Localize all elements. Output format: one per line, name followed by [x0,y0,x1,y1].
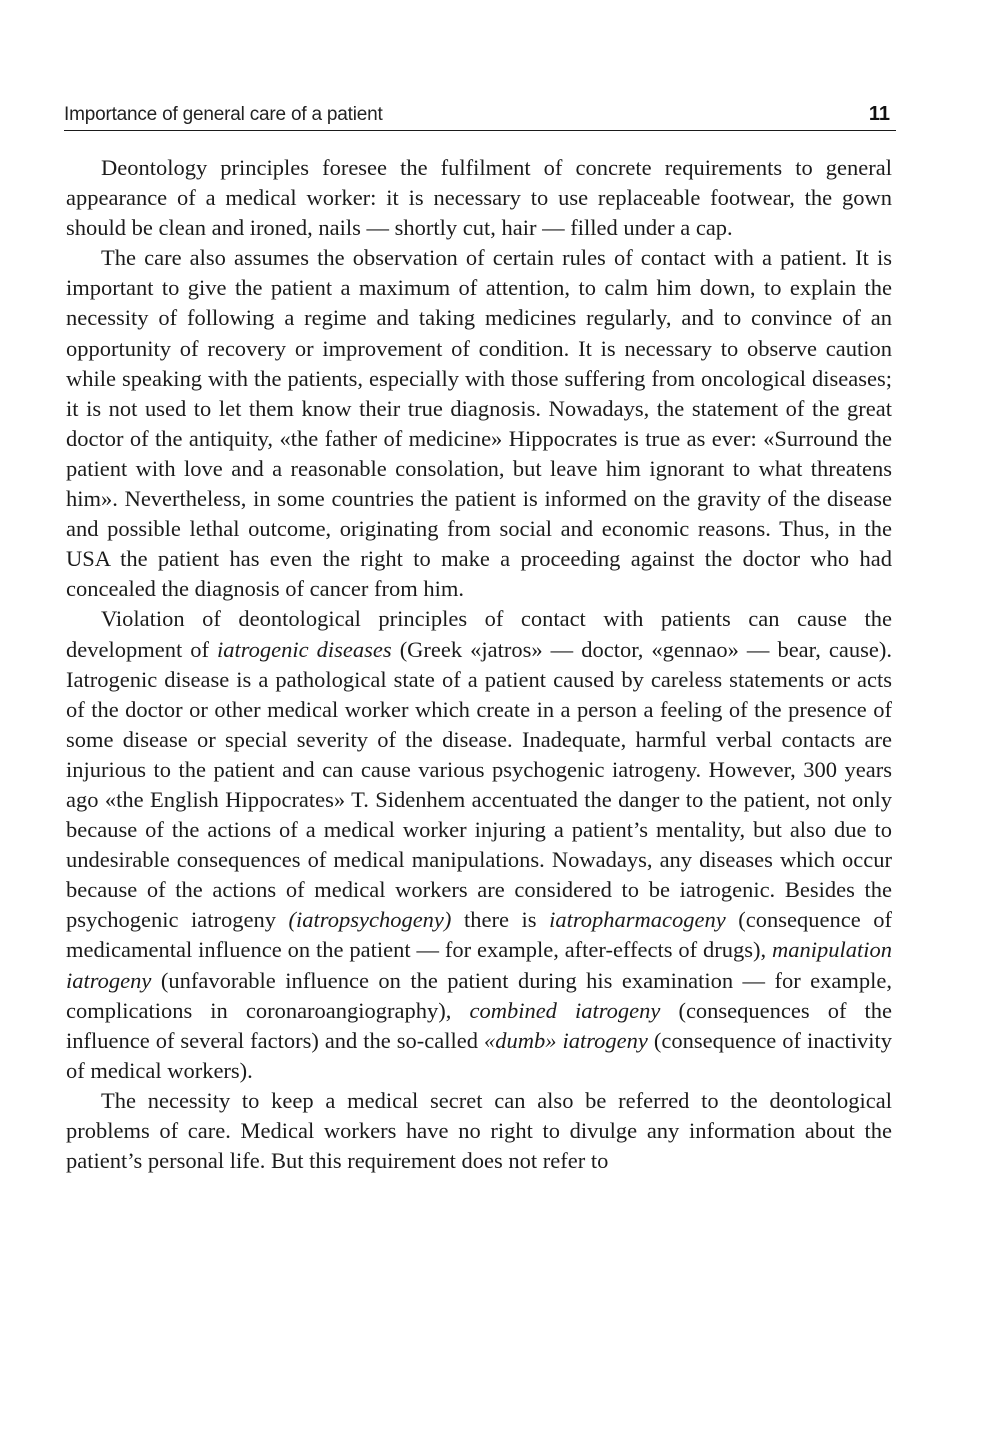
term-iatropsychogeny: (iatropsychogeny) [288,907,452,933]
text-run: (consequence of medicamental influence on the patient — for example, after-effects of drugs), [66,907,892,963]
term-dumb-iatrogeny: «dumb» iatrogeny [483,1027,648,1053]
text-run: (unfavorable influence on the patient during his examination — for example, complications in coronaroangiography), [66,967,892,1023]
text-run: (consequence of inactivity of medical workers). [66,1027,892,1083]
body-text [66,153,892,1176]
paragraph-medical-secret: The necessity to keep a medical secret can also be referred to the deontological problems of care. Medical workers have no right to divulge any information about the patient’s personal life. But this requirement does not refer to [66,1087,892,1174]
page-number: 11 [868,103,890,125]
term-manipulation-iatrogeny: manipulation iatrogeny [66,937,892,993]
text-run: Violation of deontological principles of contact with patients can cause the development of [66,606,892,662]
term-iatropharmacogeny: iatropharmacogeny [549,907,726,933]
running-title: Importance of general care of a patient [64,104,383,125]
paragraph-iatrogenic-diseases [66,604,892,1086]
text-run: there is [451,907,550,933]
paragraph-appearance: Deontology principles foresee the fulfilment of concrete requirements to general appearance of a medical worker: it is necessary to use replaceable footwear, the gown should be clean and ironed, nails — shortly cut, hair — filled under a cap. [66,155,892,241]
term-iatrogenic-diseases: iatrogenic diseases [217,636,392,662]
text-run: (Greek «jatros» — doctor, «gennao» — bear, cause). Iatrogenic disease is a pathological state of a patient caused by careless statements or acts of the doctor or other medical worker which create in a person a feeling of the presence of some disease or special severity of the disease. Inadequate, harmful verbal contacts are injurious to the patient and can cause various psychogenic iatrogeny. However, 300 years ago «the English Hippocrates» T. Sidenhem accentuated the danger to the patient, not only because of the actions of a medical worker injuring a patient’s mentality, but also due to undesirable consequences of medical manipulations. Nowadays, any diseases which occur because of the actions of medical workers are considered to be iatrogenic. Besides the psychogenic iatrogeny [66,636,892,933]
term-combined-iatrogeny: combined iatrogeny [469,997,661,1023]
paragraph-contact-rules: The care also assumes the observation of certain rules of contact with a patient. It is important to give the patient a maximum of attention, to calm him down, to explain the necessity of following a regime and taking medicines regularly, and to convince of an opportunity of recovery or improvement of condition. It is necessary to observe caution while speaking with the patients, especially with those suffering from oncological diseases; it is not used to let them know their true diagnosis. Nowadays, the statement of the great doctor of the antiquity, «the father of medicine» Hippocrates is true as ever: «Surround the patient with love and a reasonable consolation, but leave him ignorant to what threatens him». Nevertheless, in some countries the patient is informed on the gravity of the disease and possible lethal outcome, originating from social and economic reasons. Thus, in the USA the patient has even the right to make a proceeding against the doctor who had concealed the diagnosis of cancer from him. [66,245,892,602]
running-header [64,100,896,131]
text-run: (consequences of the influence of several factors) and the so-called [66,997,892,1053]
